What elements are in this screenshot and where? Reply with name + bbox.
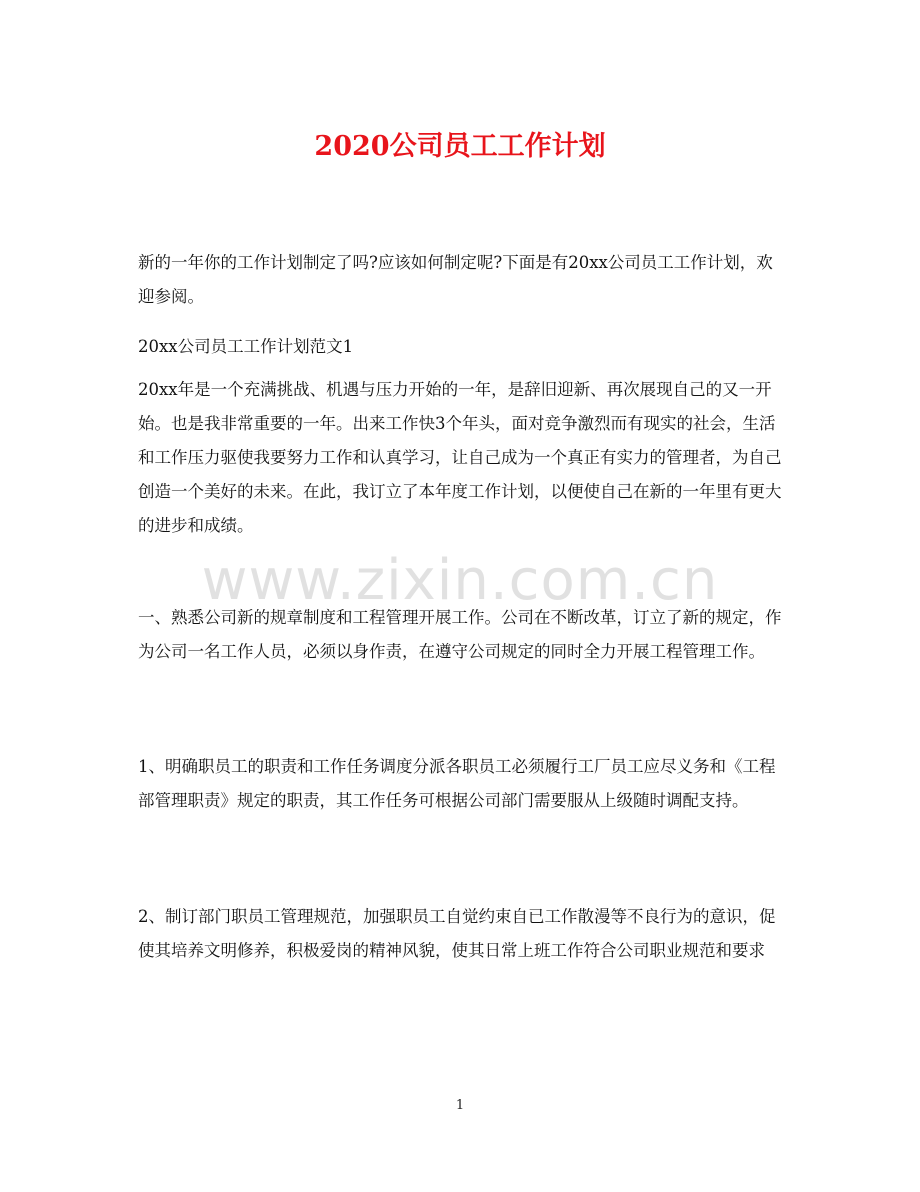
- body-paragraph: 1、明确职员工的职责和工作任务调度分派各职员工必须履行工厂员工应尽义务和《工程部管理职责》规定的职责，其工作任务可根据公司部门需要服从上级随时调配支持。: [138, 757, 776, 810]
- body-paragraph: 20xx年是一个充满挑战、机遇与压力开始的一年，是辞旧迎新、再次展现自己的又一开始。也是我非常重要的一年。出来工作快3个年头，面对竞争激烈而有现实的社会，生活和工作压力驱使我要努力工作和认真学习，让自己成为一个真正有实力的管理者，为自己创造一个美好的未来。在此，我订立了本年度工作计划，以便使自己在新的一年里有更大的进步和成绩。: [138, 380, 782, 535]
- body-paragraph: 2、制订部门职员工管理规范，加强职员工自觉约束自已工作散漫等不良行为的意识，促使其培养文明修养，积极爱岗的精神风貌，使其日常上班工作符合公司职业规范和要求: [138, 907, 776, 960]
- body-paragraph: 一、熟悉公司新的规章制度和工程管理开展工作。公司在不断改革，订立了新的规定，作为公司一名工作人员，必须以身作责，在遵守公司规定的同时全力开展工程管理工作。: [138, 608, 782, 661]
- watermark: www.zixin.com.cn: [201, 548, 719, 613]
- intro-paragraph: 新的一年你的工作计划制定了吗?应该如何制定呢?下面是有20xx公司员工工作计划，欢迎参阅。: [138, 253, 773, 306]
- page-number: 1: [455, 1098, 465, 1113]
- document-title: 2020公司员工工作计划: [314, 131, 606, 162]
- section-heading: 20xx公司员工工作计划范文1: [138, 337, 354, 356]
